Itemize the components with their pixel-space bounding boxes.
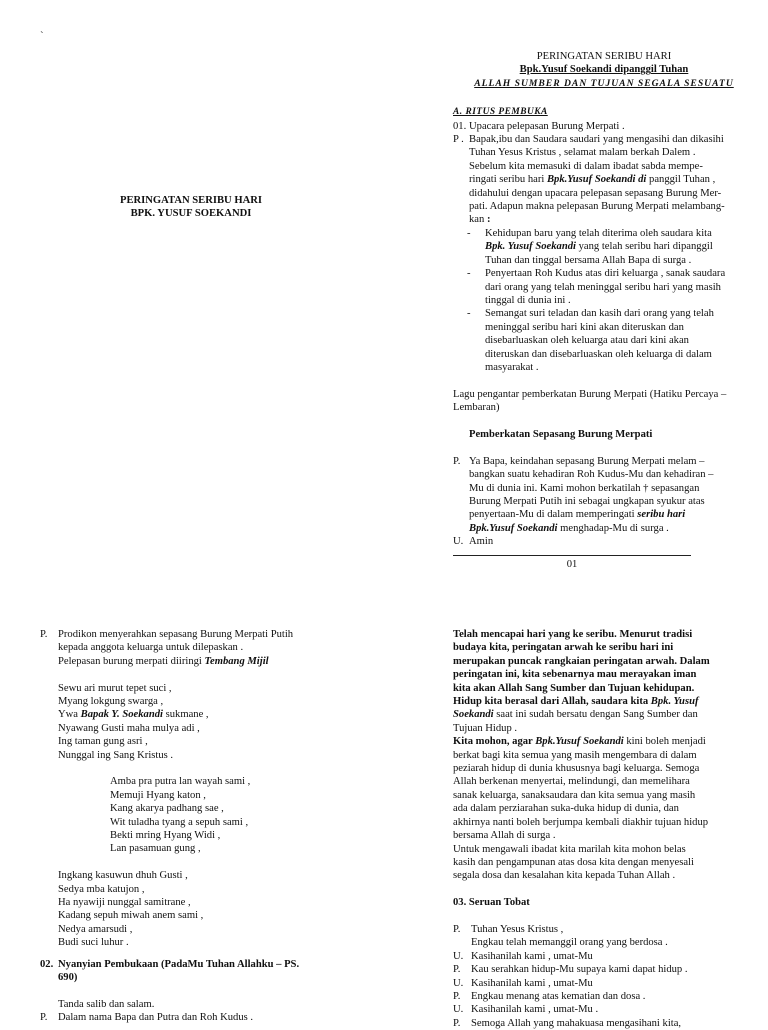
page-motto: ALLAH SUMBER DAN TUJUAN SEGALA SESUATU: [474, 77, 734, 89]
prodikon-line: Prodikon menyerahkan sepasang Burung Merpati Putih: [58, 629, 294, 640]
footer-rule: [453, 555, 691, 556]
intro-line: Sebelum kita memasuki di dalam ibadat sabda mempe-: [469, 160, 703, 172]
sign-of-cross: Tanda salib dan salam.: [58, 998, 155, 1010]
lagu-line: Lembaran): [453, 402, 500, 414]
section-02-label: 02.: [40, 958, 54, 970]
amen-label: U.: [453, 536, 464, 548]
page-number: 01: [566, 558, 578, 570]
verse-2: [40, 775, 352, 855]
verse-line: [58, 708, 352, 721]
text-span: yang telah seribu hari dipanggil: [575, 241, 713, 253]
text-span: Hidup kita berasal dari Allah, saudara kita: [453, 696, 651, 708]
greeting-line: [40, 1011, 352, 1024]
bullet-line: Kehidupan baru yang telah diterima oleh saudara kita: [485, 227, 712, 239]
bold-line: kita akan Allah Sang Sumber dan Tujuan kehidupan.: [453, 682, 695, 694]
emphasis: seribu hari: [637, 509, 686, 521]
verse-line: Sewu ari murut tepet suci ,: [58, 682, 172, 694]
verse-line: Kadang sepuh miwah anem sami ,: [58, 910, 204, 922]
mohon-line: akhirnya nanti boleh berjumpa kembali diakhir tujuan hidup: [453, 816, 709, 828]
blessing-prayer: [453, 455, 755, 535]
litany-text: Kau serahkan hidup-Mu supaya kami dapat hidup .: [471, 964, 688, 976]
bold-line: peringatan ini, kita sebenarnya mau merayakan iman: [453, 669, 697, 681]
page-title: PERINGATAN SERIBU HARI: [536, 51, 672, 62]
intro-paragraph: [453, 133, 755, 227]
amen-text: Amin: [469, 536, 494, 548]
greeting-text: Dalam nama Bapa dan Putra dan Roh Kudus .: [58, 1012, 254, 1024]
prayer-line: [469, 522, 755, 535]
verse-line: Budi suci luhur .: [58, 937, 129, 949]
p-label: P.: [40, 1012, 48, 1024]
verse-3: [40, 869, 352, 949]
litany-text: Kasihanilah kami , umat-Mu .: [471, 1004, 599, 1016]
bullet-line: [485, 240, 755, 253]
litany-text: Semoga Allah yang mahakuasa mengasihani kita,: [471, 1017, 682, 1029]
dash: -: [467, 227, 471, 239]
litany-line: [453, 990, 755, 1003]
page-right-bottom: [453, 628, 755, 1030]
verse-line: Lan pasamuan gung ,: [110, 843, 201, 855]
litany-line: [453, 977, 755, 990]
litany-text: Engkau menang atas kematian dan dosa .: [471, 990, 646, 1002]
litany-text: Engkau telah memanggil orang yang berdosa .: [471, 937, 668, 949]
verse-line: Nyawang Gusti maha mulya adi ,: [58, 722, 200, 734]
cover-title-line1: PERINGATAN SERIBU HARI: [119, 195, 263, 206]
untuk-line: segala dosa dan kesalahan kita kepada Tuhan Allah .: [453, 870, 676, 882]
text-span: panggil Tuhan ,: [646, 174, 716, 186]
mohon-line: [453, 735, 755, 748]
text-span: sukmane ,: [162, 709, 209, 721]
bullet-line: dari orang yang telah meninggal seribu hari yang masih: [485, 281, 721, 293]
verse-line: Nedya amarsudi ,: [58, 923, 133, 935]
bullet-item: [467, 227, 755, 267]
untuk-line: kasih dan pengampunan atas dosa kita dengan menyesali: [453, 856, 694, 868]
text-span: kini boleh menjadi: [623, 736, 706, 748]
prodikon-line: kepada anggota keluarga untuk dilepaskan .: [58, 642, 244, 654]
bold-line: [453, 695, 755, 708]
verse-line: Ing taman gung asri ,: [58, 736, 148, 748]
mohon-line: peziarah hidup di dunia khususnya bagi keluarga. Semoga: [453, 763, 700, 775]
dash: -: [467, 268, 471, 280]
deceased-name: Bpk.Yusuf Soekandi: [535, 736, 624, 748]
litany-label: P.: [453, 923, 461, 935]
deceased-name: Bapak Y. Soekandi: [80, 709, 163, 721]
untuk-paragraph: [453, 843, 755, 883]
text-span: Ywa: [58, 709, 81, 721]
lagu-line: Lagu pengantar pemberkatan Burung Merpati (Hatiku Percaya –: [453, 388, 727, 400]
untuk-line: Untuk mengawali ibadat kita marilah kita mohon belas: [453, 843, 686, 855]
bullet-line: Semangat suri teladan dan kasih dari orang yang telah: [485, 308, 714, 320]
verse-line: Nunggal ing Sang Kristus .: [58, 749, 174, 761]
mohon-line: ada dalam perziarahan suka-duka hidup di dunia, dan: [453, 803, 679, 815]
verse-line: Sedya mba katujon ,: [58, 883, 145, 895]
litany-label: P.: [453, 1017, 461, 1029]
bullet-item: [467, 267, 755, 307]
verse-line: Ingkang kasuwun dhuh Gusti ,: [58, 870, 188, 882]
item-01: [453, 120, 755, 133]
verse-line: Amba pra putra lan wayah sami ,: [110, 776, 251, 788]
verse-line: Myang lokgung swarga ,: [58, 696, 164, 708]
prayer-label: P.: [453, 455, 461, 467]
prodikon-paragraph: [40, 628, 352, 668]
bullet-line: Tuhan dan tinggal bersama Allah Bapa di surga .: [485, 254, 692, 266]
dash: -: [467, 308, 471, 320]
stray-mark: `: [40, 30, 44, 42]
cover-title: [80, 194, 302, 221]
litany-label: P.: [453, 964, 461, 976]
verse-line: Memuji Hyang katon ,: [110, 789, 206, 801]
litany-line: [453, 963, 755, 976]
colon: :: [486, 214, 491, 226]
deceased-name: Bpk.Yusuf Soekandi di: [546, 174, 647, 186]
text-span: saat ini sudah bersatu dengan Sang Sumber dan: [493, 709, 698, 721]
item-01-label: 01.: [453, 120, 467, 132]
section-03-heading: 03. Seruan Tobat: [453, 897, 530, 909]
litany-label: U.: [453, 950, 464, 962]
bullet-line: meninggal seribu hari kini akan diteruskan dan: [485, 321, 684, 333]
intro-line: [469, 213, 755, 226]
section-02-line: 690): [58, 972, 78, 984]
p-label: P.: [40, 629, 48, 640]
hidup-line: Tujuan Hidup .: [453, 722, 518, 734]
prayer-line: bangkan suatu kehadiran Roh Kudus-Mu dan kehadiran –: [469, 469, 714, 481]
litany-text: Kasihanilah kami , umat-Mu: [471, 950, 593, 962]
intro-line: didahului dengan upacara pelepasan sepasang Burung Mer-: [469, 187, 722, 199]
section-02-line: Nyanyian Pembukaan (PadaMu Tuhan Allahku – PS.: [58, 958, 300, 970]
verse-line: Ha nyawiji nunggal samitrane ,: [58, 897, 191, 909]
deceased-name: Bpk.Yusuf Soekandi: [469, 522, 558, 534]
text-span: Kita mohon, agar: [453, 736, 536, 748]
litany-label: P.: [453, 990, 461, 1002]
verse-line: Bekti mring Hyang Widi ,: [110, 830, 221, 842]
litany-line: [453, 923, 755, 936]
intro-label: P .: [453, 134, 464, 146]
intro-line: pati. Adapun makna pelepasan Burung Merpati melambang-: [469, 201, 725, 213]
cover-title-line2: BPK. YUSUF SOEKANDI: [130, 208, 252, 220]
section-a-heading: A. RITUS PEMBUKA: [453, 107, 548, 118]
text-span: penyertaan-Mu di dalam memperingati: [469, 509, 638, 521]
bullet-line: masyarakat .: [485, 361, 539, 373]
litany-line: [453, 936, 755, 949]
bold-line: budaya kita, peringatan arwah ke seribu hari ini: [453, 642, 674, 654]
litany-line: [453, 1003, 755, 1016]
song-name: Tembang Mijil: [204, 655, 269, 667]
mohon-line: Allah berkenan menyertai, melindungi, dan memelihara: [453, 776, 690, 788]
prayer-line: Burung Merpati Putih ini sebagai ungkapan syukur atas: [469, 495, 705, 507]
prayer-line: Mu di dunia ini. Kami mohon berkatilah † sepasangan: [469, 482, 700, 494]
litany-line: [453, 950, 755, 963]
amen-response: [453, 535, 755, 548]
mohon-paragraph: [453, 749, 755, 843]
page-01: [453, 50, 755, 571]
mohon-line: sanak keluarga, sanaksaudara dan kita semua yang masih: [453, 789, 696, 801]
verse-line: Kang akarya padhang sae ,: [110, 803, 224, 815]
deceased-name: Bpk. Yusuf: [650, 696, 699, 708]
deceased-name: Bpk. Yusuf Soekandi: [485, 241, 576, 253]
bold-line: Telah mencapai hari yang ke seribu. Menurut tradisi: [453, 629, 693, 640]
hidup-line: [453, 708, 755, 721]
intro-line: Tuhan Yesus Kristus , selamat malam berkah Dalem .: [469, 147, 696, 159]
intro-line: [469, 173, 755, 186]
verse-1: [40, 682, 352, 762]
bullet-line: tinggal di dunia ini .: [485, 294, 571, 306]
bullet-line: Penyertaan Roh Kudus atas diri keluarga , sanak saudara: [485, 268, 726, 280]
mohon-line: berkat bagi kita semua yang masih mengembara di dalam: [453, 749, 697, 761]
intro-line: Bapak,ibu dan Saudara saudari yang mengasihi dan dikasihi: [469, 134, 724, 146]
prayer-line: [469, 508, 755, 521]
litany-label: [453, 936, 471, 949]
page-subtitle: Bpk.Yusuf Soekandi dipanggil Tuhan: [519, 64, 689, 76]
litany: [453, 923, 755, 1030]
litany-line: [453, 1017, 755, 1030]
text-span: kan: [469, 214, 487, 226]
bullet-item: [467, 307, 755, 374]
litany-label: U.: [453, 1004, 464, 1016]
blessing-heading: Pemberkatan Sepasang Burung Merpati: [469, 428, 653, 440]
section-02-heading: [40, 958, 352, 985]
item-01-text: Upacara pelepasan Burung Merpati .: [469, 120, 625, 132]
verse-line: Wit tuladha tyang a sepuh sami ,: [110, 816, 249, 828]
litany-text: Tuhan Yesus Kristus ,: [471, 923, 564, 935]
prayer-line: Ya Bapa, keindahan sepasang Burung Merpati melam –: [469, 455, 705, 467]
deceased-name: Soekandi: [453, 709, 494, 721]
text-span: menghadap-Mu di surga .: [557, 522, 669, 534]
prodikon-line: [58, 655, 352, 668]
text-span: ringati seribu hari: [469, 174, 547, 186]
intro-bold-paragraph: [453, 628, 755, 708]
bullet-line: disebarluaskan oleh keluarga atau dari kini akan: [485, 335, 689, 347]
bold-line: merupakan puncak rangkaian peringatan arwah. Dalam: [453, 655, 710, 667]
text-span: Pelepasan burung merpati diiringi: [58, 655, 205, 667]
mohon-line: bersama Allah di surga .: [453, 830, 556, 842]
litany-label: U.: [453, 977, 464, 989]
page-left-bottom: [40, 628, 352, 1025]
litany-text: Kasihanilah kami , umat-Mu: [471, 977, 593, 989]
bullet-line: diteruskan dan disebarluaskan oleh keluarga di dalam: [485, 348, 712, 360]
